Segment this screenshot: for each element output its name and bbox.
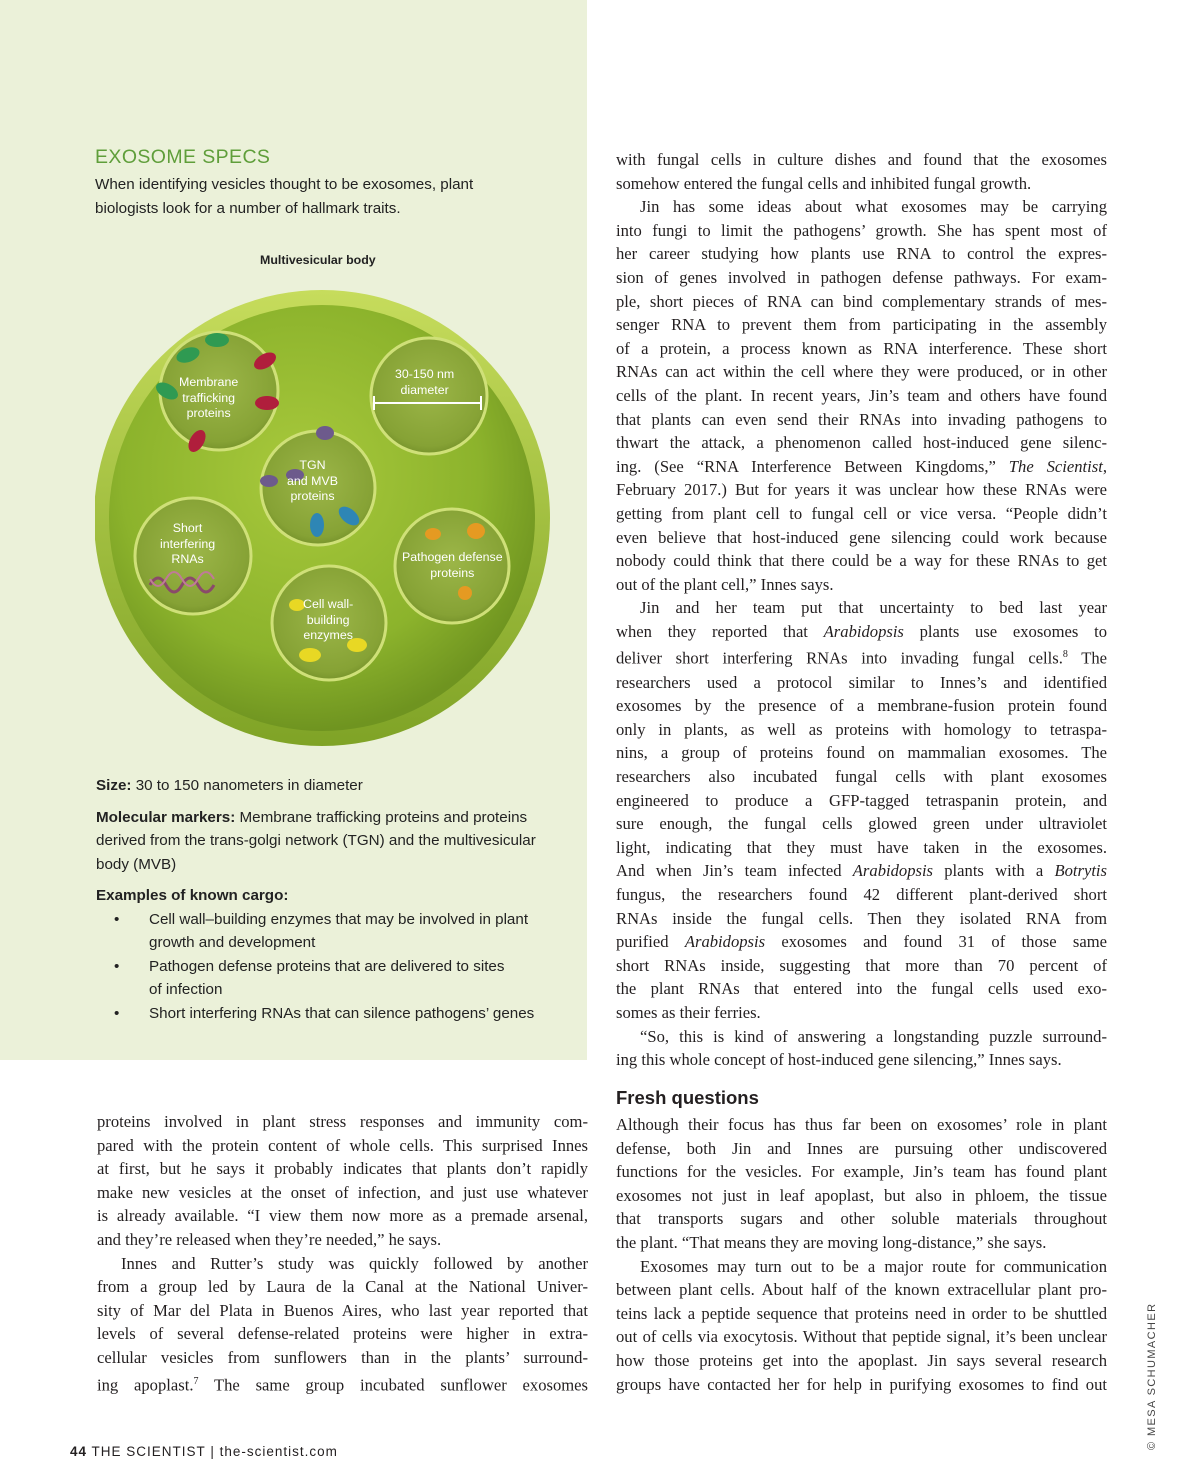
article-line: groups have contacted her for help in purifying exosomes to find out [616,1374,1107,1394]
article-line: at first, but he says it probably indicates that plants don’t rapidly [97,1159,588,1179]
article-line: ple, short pieces of RNA can bind complementary strands of mes- [616,291,1107,311]
article-line: cells of the plant. In recent years, Jin’s team and others have found [616,385,1107,405]
section-subhead: Fresh questions [616,1087,759,1108]
article-line: teins lack a peptide sequence that proteins need in order to be shuttled [616,1303,1107,1323]
article-line: between plant cells. About half of the known extracellular plant pro- [616,1280,1107,1300]
article-line: make new vesicles at the onset of infection, and just use whatever [97,1182,588,1202]
article-line: out of cells via exocytosis. Without that peptide signal, it’s been unclear [616,1327,1107,1347]
article-line: out of the plant cell,” Innes says. [616,574,834,594]
article-line: deliver short interfering RNAs into invading fungal cells.$^8$ The [616,649,1107,668]
article-line: the plant RNAs that entered into the fungal cells used exo- [616,979,1107,999]
article-line: sity of Mar del Plata in Buenos Aires, who last year reported that [97,1300,588,1320]
article-line: that transports sugars and other soluble materials throughout [616,1209,1107,1229]
article-column-right-top [616,148,1107,1072]
article-line: getting from plant cell to fungal cell or vice versa. “People didn’t [616,503,1107,523]
article-line: Exosomes may turn out to be a major route for communication [640,1256,1107,1276]
multivesicular-body-diagram [95,243,570,773]
article-line: her career studying how plants use RNA to control the expres- [616,244,1107,264]
article-line: somes as their ferries. [616,1002,761,1022]
article-line: only in plants, as well as proteins with homology to tetraspa- [616,719,1107,739]
article-line: when they reported that Arabidopsis plants use exosomes to [616,621,1107,641]
cargo-item: • Cell wall–building enzymes that may be involved in plant growth and development [96,908,566,955]
article-line: February 2017.) But for years it was unclear how these RNAs were [616,480,1107,500]
article-line: light, indicating that they must have taken in the exosomes. [616,837,1107,857]
article-line: cellular vesicles from sunflowers than in the plants’ surround- [97,1347,588,1367]
fact-molecular-markers: Molecular markers: Membrane trafficking proteins and proteins derived from the trans-golgi network (TGN) and the multivesicular body (MVB) [96,808,536,873]
article-line: ing apoplast.$^7$ The same group incubated sunflower exosomes [97,1375,588,1395]
cargo-item: • Short interfering RNAs that can silence pathogens’ genes [96,1002,566,1026]
page-footer [70,1444,338,1459]
article-line: Although their focus has thus far been on exosomes’ role in plant [616,1115,1107,1134]
article-column-left-bottom [97,1110,588,1397]
article-line: from a group led by Laura de la Canal at the National Univer- [97,1277,588,1297]
sidebar-title: EXOSOME SPECS [95,146,271,168]
magazine-website: the-scientist.com [219,1444,338,1459]
article-line: is already available. “I view them now more as a premade arsenal, [97,1206,588,1226]
article-line: that plants can even send their RNAs into invading pathogens to [616,409,1107,429]
article-line: exosomes by the presence of a membrane-fusion protein found [616,696,1107,716]
article-line: researchers used a protocol similar to Innes’s and identified [616,672,1107,692]
article-line: sure enough, the fungal cells glowed green under ultraviolet [616,814,1107,834]
article-line: And when Jin’s team infected Arabidopsis plants with a Botrytis [616,861,1107,881]
multivesicular-body-illustration [95,243,570,773]
article-line: with fungal cells in culture dishes and found that the exosomes [616,150,1107,169]
article-line: nobody could think that there could be a way for these RNAs to get [616,551,1107,571]
article-line: exosomes not just in leaf apoplast, but also in phloem, the tissue [616,1185,1107,1205]
label-cell-wall-enzymes: Cell wall- building enzymes [303,597,354,643]
article-line: “So, this is kind of answering a longstanding puzzle surround- [640,1026,1107,1046]
article-line: Jin and her team put that uncertainty to bed last year [640,598,1107,618]
cargo-list [96,908,566,1026]
article-column-right-bottom [616,1113,1107,1396]
magazine-name: THE SCIENTIST [91,1444,206,1459]
article-line: purified Arabidopsis exosomes and found 31 of those same [616,932,1107,952]
article-line: Jin has some ideas about what exosomes may be carrying [640,197,1107,217]
article-line: ing this whole concept of host-induced gene silencing,” Innes says. [616,1050,1062,1070]
label-membrane-trafficking: Membrane trafficking proteins [179,375,239,421]
sidebar-intro-line: biologists look for a number of hallmark traits. [95,199,401,217]
sidebar-intro-line: When identifying vesicles thought to be exosomes, plant [95,176,474,193]
article-line: engineered to produce a GFP-tagged tetraspanin protein, and [616,790,1107,810]
article-line: thwart the attack, a phenomenon called host-induced gene silenc- [616,433,1107,453]
cargo-heading: Examples of known cargo: [96,887,289,904]
footer-separator: | [210,1444,215,1459]
fact-size: Size: 30 to 150 nanometers in diameter [96,777,363,794]
article-line: fungus, the researchers found 42 different plant-derived short [616,884,1107,904]
exosome-facts [96,774,566,1025]
article-line: how those proteins get into the apoplast. Jin says several research [616,1350,1107,1370]
cargo-item: • Pathogen defense proteins that are delivered to sites of infection [96,955,566,1002]
article-line: defense, both Jin and Innes are pursuing other undiscovered [616,1138,1107,1158]
fact-known-cargo [96,884,566,1025]
label-diameter: 30-150 nm diameter [395,367,455,397]
diagram-title: Multivesicular body [260,253,376,267]
sidebar-intro [95,173,565,220]
article-line: RNAs inside the fungal cells. Then they isolated RNA from [616,908,1107,928]
label-tgn-mvb: TGN and MVB proteins [287,458,338,504]
article-line: even believe that host-induced gene silencing could work because [616,527,1107,547]
article-line: researchers also incubated fungal cells with plant exosomes [616,766,1107,786]
article-line: into fungi to limit the pathogens’ growth. She has spent most of [616,220,1107,240]
article-line: the plant. “That means they are moving long-distance,” she says. [616,1232,1047,1252]
article-line: and they’re released when they’re needed,” he says. [97,1229,442,1249]
article-line: somehow entered the fungal cells and inhibited fungal growth. [616,173,1032,193]
article-line: pared with the protein content of whole cells. This surprised Innes [97,1135,588,1155]
page-number: 44 [70,1444,88,1459]
article-line: RNAs can act within the cell where they were produced, or in other [616,362,1107,382]
exosome-specs-sidebar [0,0,587,1060]
article-line: sion of genes involved in pathogen defense pathways. For exam- [616,267,1107,287]
label-short-interfering-rnas: Short interfering RNAs [160,521,216,567]
article-line: short RNAs inside, suggesting that more than 70 percent of [616,955,1107,975]
illustration-credit: © MESA SCHUMACHER [1146,1302,1158,1450]
article-line: nins, a group of proteins found on mammalian exosomes. The [616,743,1107,763]
article-line: proteins involved in plant stress responses and immunity com- [97,1112,588,1131]
article-line: functions for the vesicles. For example, Jin’s team has found plant [616,1162,1107,1182]
article-line: ing. (See “RNA Interference Between Kingdoms,” The Scientist, [616,456,1108,476]
article-line: of a protein, a process known as RNA interference. These short [616,338,1107,358]
article-line: Innes and Rutter’s study was quickly followed by another [121,1253,588,1273]
label-pathogen-defense: Pathogen defense proteins [402,550,503,580]
article-line: senger RNA to prevent them from participating in the assembly [616,315,1107,335]
article-line: levels of several defense-related proteins were higher in extra- [97,1324,588,1344]
